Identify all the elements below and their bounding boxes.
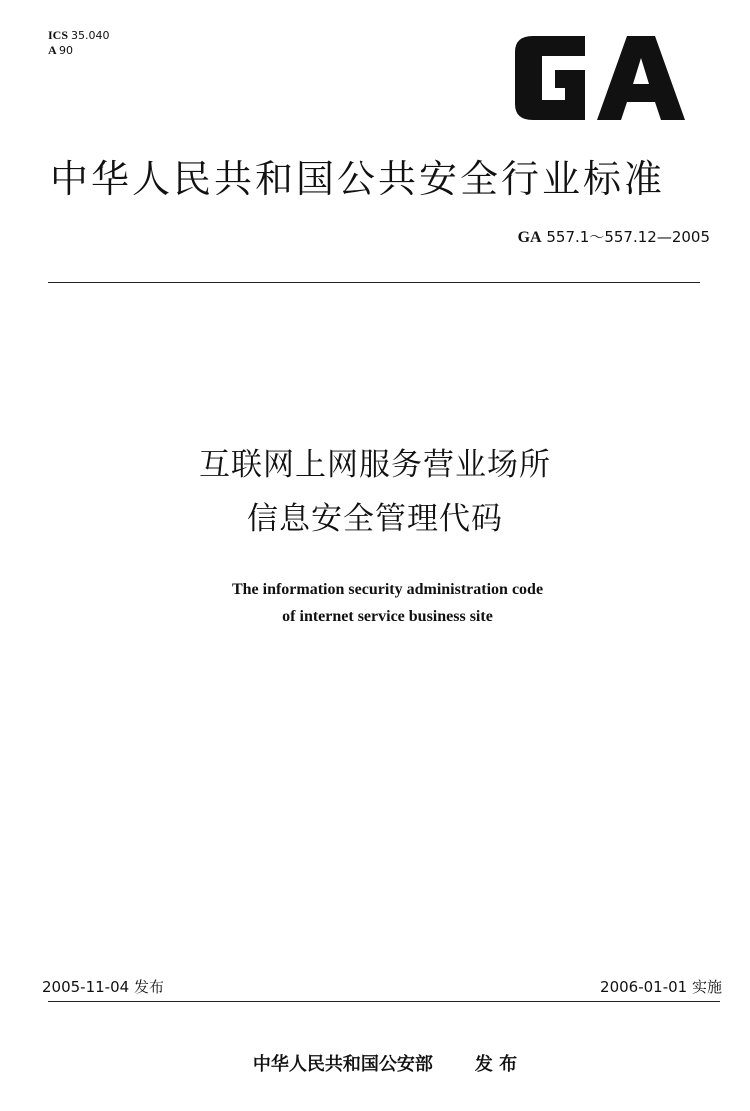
title-english [0, 576, 750, 630]
ga-logo [515, 36, 685, 120]
title-cn-line2: 信息安全管理代码 [247, 501, 503, 537]
ics-label: ICS [48, 28, 69, 42]
header-divider [48, 282, 700, 283]
footer-divider [48, 1001, 720, 1002]
issue-date: 2005-11-04 发布 [42, 978, 164, 996]
ccs-code: 90 [59, 44, 74, 57]
ics-code: 35.040 [71, 29, 110, 42]
publisher-name: 中华人民共和国公安部 [252, 1054, 433, 1075]
ccs-line [48, 43, 110, 58]
title-en-line1: The information security administration code [231, 581, 544, 598]
implementation-date: 2006-01-01 实施 [600, 978, 722, 996]
title-cn-line1: 互联网上网服务营业场所 [199, 447, 551, 483]
standard-prefix: GA [517, 229, 542, 246]
org-title: 中华人民共和国公共安全行业标准 [50, 157, 666, 201]
ccs-label: A [48, 43, 57, 57]
standard-number [518, 226, 710, 247]
title-en-line2: of internet service business site [282, 608, 493, 625]
publisher-action: 发 布 [474, 1054, 518, 1075]
standard-code: 557.1～557.12—2005 [546, 228, 710, 246]
ics-line [48, 28, 110, 43]
classification-codes [48, 28, 110, 58]
title-chinese [0, 438, 750, 546]
publisher [0, 1050, 750, 1076]
